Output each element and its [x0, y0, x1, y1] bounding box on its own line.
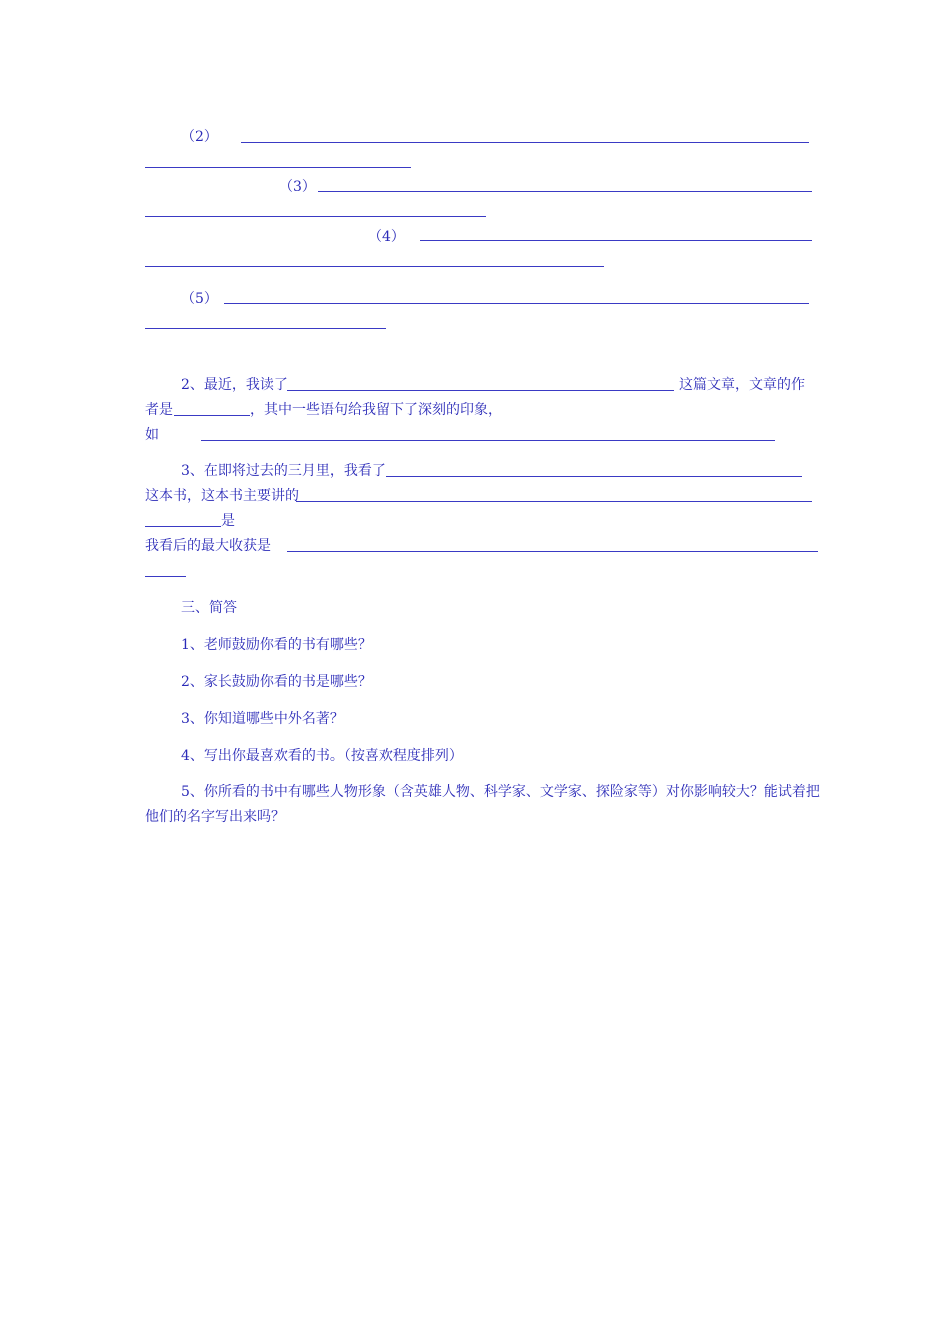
- q2-example-blank[interactable]: [201, 440, 775, 441]
- q2-text-1: 2、最近，我读了: [181, 377, 288, 393]
- q3-text-2: 这本书，这本书主要讲的: [145, 488, 299, 504]
- short-answer-1: 1、老师鼓励你看的书有哪些？: [181, 637, 372, 653]
- q2-text-5: 如: [145, 427, 159, 443]
- answer-line-2b[interactable]: [145, 167, 411, 168]
- answer-line-4b[interactable]: [145, 266, 604, 267]
- short-answer-3: 3、你知道哪些中外名著？: [181, 711, 344, 727]
- q3-gain-blank-a[interactable]: [287, 551, 818, 552]
- q2-text-4: ，其中一些语句给我留下了深刻的印象，: [250, 402, 502, 418]
- q3-text-1: 3、在即将过去的三月里，我看了: [181, 463, 386, 479]
- item-5-label: （5）: [181, 291, 218, 307]
- q3-gain-blank-b[interactable]: [145, 576, 186, 577]
- q2-text-3: 者是: [145, 402, 173, 418]
- item-2-label: （2）: [181, 129, 218, 145]
- q3-text-4: 我看后的最大收获是: [145, 538, 271, 554]
- q3-book-blank[interactable]: [386, 476, 802, 477]
- q2-article-blank[interactable]: [287, 390, 674, 391]
- short-answer-5: 5、你所看的书中有哪些人物形象（含英雄人物、科学家、文学家、探险家等）对你影响较大？能试着把: [181, 784, 820, 800]
- answer-line-4a[interactable]: [420, 240, 812, 241]
- section-3-heading: 三、简答: [181, 600, 237, 616]
- answer-line-3b[interactable]: [145, 216, 486, 217]
- item-3-label: （3）: [279, 179, 316, 195]
- answer-line-5a[interactable]: [224, 303, 809, 304]
- q3-text-3: 是: [221, 513, 235, 529]
- item-4-label: （4）: [368, 229, 405, 245]
- short-answer-2: 2、家长鼓励你看的书是哪些？: [181, 674, 372, 690]
- q3-content-blank-b[interactable]: [145, 526, 221, 527]
- short-answer-5-cont: 他们的名字写出来吗？: [145, 809, 285, 825]
- answer-line-2a[interactable]: [241, 142, 809, 143]
- q2-author-blank[interactable]: [174, 415, 250, 416]
- answer-line-5b[interactable]: [145, 328, 386, 329]
- answer-line-3a[interactable]: [318, 191, 812, 192]
- q3-content-blank-a[interactable]: [296, 501, 812, 502]
- short-answer-4: 4、写出你最喜欢看的书。（按喜欢程度排列）: [181, 748, 463, 764]
- q2-text-2: 这篇文章，文章的作: [679, 377, 805, 393]
